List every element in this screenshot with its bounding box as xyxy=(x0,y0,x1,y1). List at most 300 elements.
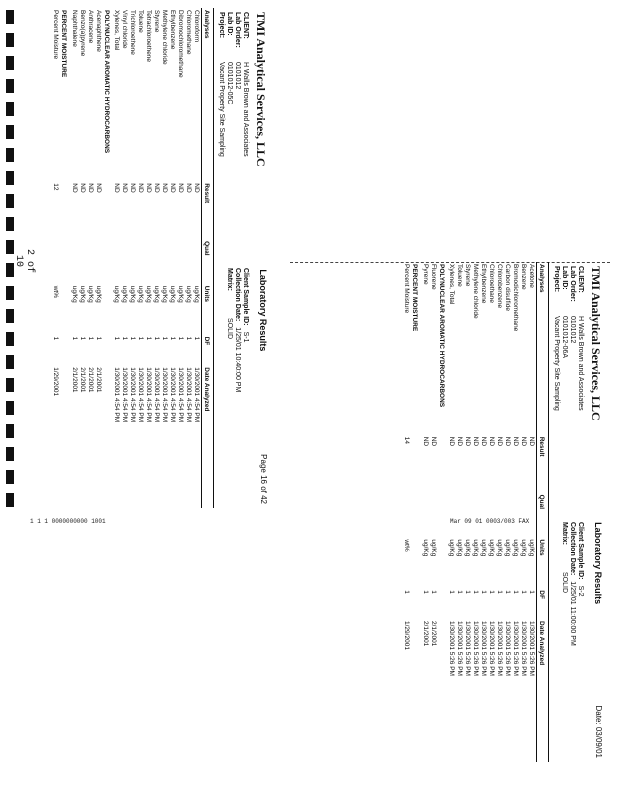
table-cell: ug/Kg xyxy=(430,539,437,557)
table-cell: 1/30/2001 5:26 PM xyxy=(496,621,504,676)
binder-mark xyxy=(6,56,14,70)
table-cell: ug/Kg xyxy=(448,539,456,557)
sample-metadata xyxy=(216,8,251,508)
table-row xyxy=(71,8,79,508)
section-heading-row xyxy=(438,262,449,762)
table-cell: ND xyxy=(504,436,512,447)
table-row xyxy=(448,262,456,762)
section-heading-row xyxy=(60,8,71,508)
table-header-row xyxy=(202,8,212,508)
table-cell: ug/Kg xyxy=(185,285,193,303)
client-sample-field xyxy=(577,522,584,758)
table-cell: ug/Kg xyxy=(512,539,520,557)
table-cell: Bromodichloromethane xyxy=(512,264,520,332)
table-cell: Benzene xyxy=(520,264,528,290)
report-panel-bottom xyxy=(365,262,605,762)
table-cell: 1 xyxy=(528,590,536,594)
table-row xyxy=(430,262,438,762)
table-cell: Xylenes, Total xyxy=(448,264,456,305)
table-cell: ND xyxy=(145,183,153,193)
binder-mark xyxy=(6,79,14,93)
table-cell: Naphthalene xyxy=(71,10,78,47)
table-cell xyxy=(520,493,528,538)
table-cell: 1 xyxy=(480,590,488,594)
table-cell: ug/Kg xyxy=(496,539,504,557)
table-cell: ug/Kg xyxy=(161,285,169,303)
table-cell: 1 xyxy=(95,336,102,341)
table-cell xyxy=(71,239,79,284)
table-cell: Xylenes, Total xyxy=(113,10,121,51)
binder-mark xyxy=(6,355,14,369)
field-value: 1/25/01 10:40:00 PM xyxy=(234,327,241,393)
table-cell: Vinyl chloride xyxy=(121,10,129,49)
table-cell: 2/1/2001 xyxy=(71,367,78,393)
lab-id-field xyxy=(561,266,568,502)
table-cell: 1 xyxy=(113,336,121,341)
table-cell: Percent Moisture xyxy=(403,264,411,314)
matrix-field xyxy=(226,268,233,504)
table-cell: 1/30/2001 4:54 PM xyxy=(113,367,121,423)
table-cell xyxy=(528,493,537,538)
field-value: H Walls Brown and Associates xyxy=(242,62,249,157)
table-row xyxy=(121,8,129,508)
table-cell: 1 xyxy=(71,336,78,341)
table-cell: 1/30/2001 5:26 PM xyxy=(480,621,488,676)
table-cell: ND xyxy=(193,183,201,193)
lab-order-field xyxy=(569,266,576,502)
field-value: SOLID xyxy=(226,318,233,340)
table-cell: Acetone xyxy=(528,264,536,288)
column-header: DF xyxy=(202,335,212,366)
field-value: 0101012 xyxy=(569,316,576,344)
table-cell: ND xyxy=(71,183,78,193)
table-cell: ug/Kg xyxy=(113,285,121,303)
table-cell: ug/Kg xyxy=(520,539,528,557)
column-header: Date Analyzed xyxy=(202,365,212,508)
table-cell: Acenaphthene xyxy=(95,10,102,52)
results-table xyxy=(52,8,211,508)
binder-mark xyxy=(6,286,14,300)
table-cell: 1 xyxy=(145,336,153,341)
table-cell: ug/Kg xyxy=(137,285,145,303)
report-header xyxy=(586,262,605,762)
table-cell: 1/30/2001 5:26 PM xyxy=(520,621,528,676)
table-cell: ug/Kg xyxy=(472,539,480,557)
table-cell: ND xyxy=(488,436,496,447)
table-cell: ND xyxy=(177,183,185,193)
table-cell: 1 xyxy=(488,590,496,594)
page-indicator: 2 of 10 xyxy=(13,248,35,273)
binder-mark xyxy=(6,309,14,323)
table-cell xyxy=(488,493,496,538)
table-cell: ND xyxy=(480,436,488,447)
column-header: Qual xyxy=(202,239,212,284)
section-title: POLYNUCLEAR AROMATIC HYDROCARBONS xyxy=(438,264,445,408)
lab-order-field xyxy=(234,12,241,248)
column-header: Date Analyzed xyxy=(537,619,547,762)
table-cell: ug/Kg xyxy=(504,539,512,557)
table-cell: ug/Kg xyxy=(169,285,177,303)
table-cell: 1/30/2001 5:26 PM xyxy=(456,621,464,676)
table-row xyxy=(87,8,95,508)
table-cell: 1 xyxy=(456,590,464,594)
binder-mark xyxy=(6,10,14,24)
table-cell: 1 xyxy=(193,336,201,341)
table-cell: 2/1/2001 xyxy=(79,367,86,393)
page-label: Date: 03/09/01 xyxy=(594,705,603,758)
table-row xyxy=(472,262,480,762)
table-cell xyxy=(472,493,480,538)
table-cell: ug/Kg xyxy=(456,539,464,557)
binder-mark xyxy=(6,378,14,392)
table-cell: 1/30/2001 5:26 PM xyxy=(504,621,512,676)
report-panel-top xyxy=(30,8,270,508)
report-title: Laboratory Results xyxy=(593,522,603,605)
table-cell: ND xyxy=(185,183,193,193)
table-cell: Toluene xyxy=(137,10,145,33)
table-cell xyxy=(480,493,488,538)
table-cell xyxy=(95,239,103,284)
table-cell xyxy=(113,239,121,284)
table-cell: ug/Kg xyxy=(193,285,201,303)
table-cell: ug/Kg xyxy=(87,285,94,303)
table-cell: Chloromethane xyxy=(185,10,193,55)
table-cell: 1 xyxy=(121,336,129,341)
table-cell xyxy=(137,239,145,284)
table-row xyxy=(79,8,87,508)
table-cell: 1/30/2001 4:54 PM xyxy=(153,367,161,423)
client-sample-field xyxy=(242,268,249,504)
table-cell: Ethylbenzene xyxy=(169,10,177,50)
table-cell xyxy=(121,239,129,284)
table-cell: 1/30/2001 5:26 PM xyxy=(528,621,536,676)
lab-id-field xyxy=(226,12,233,248)
table-cell: Styrene xyxy=(153,10,161,33)
table-cell: Methylene chloride xyxy=(472,264,480,319)
field-value: 0101012 xyxy=(234,62,241,90)
field-label: Collection Date: xyxy=(569,522,576,576)
table-cell: Benzo(a)pyrene xyxy=(79,10,86,57)
table-cell: 1 xyxy=(504,590,512,594)
table-cell: Chloroethane xyxy=(488,264,496,304)
table-cell: 1 xyxy=(448,590,456,594)
table-cell: 12 xyxy=(52,183,60,191)
table-cell: ug/Kg xyxy=(121,285,129,303)
field-label: Client Sample ID: xyxy=(577,522,584,580)
table-cell: 1/30/2001 4:54 PM xyxy=(129,367,137,423)
field-label: Matrix: xyxy=(561,522,568,545)
table-cell: 1/29/2001 xyxy=(403,621,411,650)
table-row xyxy=(504,262,512,762)
table-cell: Styrene xyxy=(464,264,472,287)
binder-mark xyxy=(6,171,14,185)
table-cell xyxy=(512,493,520,538)
table-cell: 1/30/2001 5:26 PM xyxy=(512,621,520,676)
field-label: Lab ID: xyxy=(561,266,568,290)
table-cell xyxy=(464,493,472,538)
table-row xyxy=(137,8,145,508)
binder-mark xyxy=(6,332,14,346)
table-cell: ND xyxy=(87,183,94,193)
fax-footer-left: 1 1 1 0000000000 1001 xyxy=(30,518,106,525)
field-value: S-1 xyxy=(242,331,249,343)
binder-mark xyxy=(6,493,14,507)
table-cell: ug/Kg xyxy=(480,539,488,557)
section-title: PERCENT MOISTURE xyxy=(60,10,68,78)
table-cell xyxy=(129,239,137,284)
table-cell: ug/Kg xyxy=(528,539,536,557)
table-cell: 1 xyxy=(161,336,169,341)
table-cell: 1/30/2001 5:26 PM xyxy=(448,621,456,676)
table-row xyxy=(488,262,496,762)
table-cell: ND xyxy=(464,436,472,447)
table-row xyxy=(153,8,161,508)
section-heading-row xyxy=(411,262,422,762)
table-cell: ND xyxy=(153,183,161,193)
table-row xyxy=(193,8,202,508)
section-heading-row xyxy=(103,8,114,508)
table-cell: Methylene chloride xyxy=(161,10,169,65)
project-field xyxy=(218,12,225,248)
table-cell: wt% xyxy=(52,285,60,299)
table-cell: ug/Kg xyxy=(129,285,137,303)
table-cell: 1 xyxy=(512,590,520,594)
table-cell: 1/30/2001 5:26 PM xyxy=(488,621,496,676)
section-title: POLYNUCLEAR AROMATIC HYDROCARBONS xyxy=(103,10,110,154)
table-cell: 1 xyxy=(153,336,161,341)
field-label: Matrix: xyxy=(226,268,233,291)
field-label: Lab Order: xyxy=(569,266,576,302)
table-cell: 1/30/2001 4:54 PM xyxy=(161,367,169,423)
table-cell: ND xyxy=(121,183,129,193)
table-cell: 1 xyxy=(79,336,86,341)
page-label: Page 16 of 42 xyxy=(259,454,268,504)
table-cell: Carbon disulfide xyxy=(504,264,512,311)
table-cell: ND xyxy=(129,183,137,193)
table-cell xyxy=(430,493,438,538)
table-cell: 1 xyxy=(169,336,177,341)
table-cell: 2/1/2001 xyxy=(95,367,102,393)
table-cell: ug/Kg xyxy=(71,285,78,303)
table-cell xyxy=(456,493,464,538)
table-cell: 1 xyxy=(177,336,185,341)
table-cell: ND xyxy=(520,436,528,447)
column-header: DF xyxy=(537,588,547,619)
table-cell: 1 xyxy=(185,336,193,341)
table-row xyxy=(52,8,60,508)
table-row xyxy=(464,262,472,762)
table-cell: ND xyxy=(169,183,177,193)
field-label: Project: xyxy=(218,12,225,39)
table-row xyxy=(95,8,103,508)
table-cell: 1/29/2001 xyxy=(52,367,60,397)
field-value: 0101012-06A xyxy=(561,316,568,359)
table-cell: 2/1/2001 xyxy=(422,621,429,647)
company-name: TMI Analytical Services, LLC xyxy=(589,266,603,421)
table-cell: wt% xyxy=(403,539,411,552)
header-rule xyxy=(548,262,549,762)
table-cell xyxy=(177,239,185,284)
table-cell: Fluorene xyxy=(430,264,437,290)
table-row xyxy=(177,8,185,508)
table-cell: Chlorobenzene xyxy=(496,264,504,309)
results-table xyxy=(403,262,546,762)
table-cell: Percent Moisture xyxy=(52,10,60,60)
table-cell xyxy=(87,239,95,284)
table-cell: 1 xyxy=(472,590,480,594)
table-cell: ND xyxy=(496,436,504,447)
field-value: H Walls Brown and Associates xyxy=(577,316,584,411)
table-header-row xyxy=(537,262,547,762)
table-cell: ug/Kg xyxy=(145,285,153,303)
table-cell: Trichloroethene xyxy=(129,10,137,55)
column-header: Units xyxy=(537,537,547,588)
table-cell: Tetrachloroethene xyxy=(145,10,153,63)
table-cell xyxy=(161,239,169,284)
table-cell: 1/30/2001 5:26 PM xyxy=(472,621,480,676)
table-cell: ug/Kg xyxy=(177,285,185,303)
column-header: Qual xyxy=(537,493,547,538)
field-value: S-2 xyxy=(577,585,584,597)
company-name: TMI Analytical Services, LLC xyxy=(254,12,268,167)
table-cell: 1 xyxy=(496,590,504,594)
table-cell: 1/30/2001 4:54 PM xyxy=(137,367,145,423)
field-value: Vacant Property Site Sampling xyxy=(218,62,225,157)
column-header: Result xyxy=(537,435,547,493)
field-label: Collection Date: xyxy=(234,268,241,322)
table-cell: Anthracene xyxy=(87,10,94,44)
binder-mark xyxy=(6,102,14,116)
table-cell xyxy=(79,239,87,284)
table-cell xyxy=(153,239,161,284)
table-cell: 1/30/2001 4:54 PM xyxy=(121,367,129,423)
table-row xyxy=(403,262,411,762)
table-cell: Pyrene xyxy=(422,264,429,285)
table-cell: Ethylbenzene xyxy=(480,264,488,304)
table-cell: ug/Kg xyxy=(488,539,496,557)
table-cell: 1 xyxy=(129,336,137,341)
table-cell xyxy=(52,239,60,284)
field-label: CLIENT: xyxy=(242,12,249,39)
table-cell: 14 xyxy=(403,436,411,444)
table-cell: ug/Kg xyxy=(464,539,472,557)
field-label: CLIENT: xyxy=(577,266,584,293)
table-cell xyxy=(193,239,202,284)
table-cell: ug/Kg xyxy=(422,539,429,557)
table-cell: Toluene xyxy=(456,264,464,287)
column-header: Analyses xyxy=(202,8,212,181)
report-title: Laboratory Results xyxy=(258,269,268,352)
table-cell xyxy=(504,493,512,538)
table-row xyxy=(185,8,193,508)
table-row xyxy=(129,8,137,508)
table-cell: 1/30/2001 5:26 PM xyxy=(464,621,472,676)
table-row xyxy=(480,262,488,762)
binder-mark xyxy=(6,33,14,47)
column-header: Analyses xyxy=(537,262,547,435)
table-cell: ND xyxy=(456,436,464,447)
collection-date-field xyxy=(234,268,241,504)
table-cell: 1/30/2001 4:54 PM xyxy=(193,367,201,423)
header-rule xyxy=(213,8,214,508)
table-cell: ND xyxy=(512,436,520,447)
collection-date-field xyxy=(569,522,576,758)
table-row xyxy=(456,262,464,762)
field-value: Vacant Property Site Sampling xyxy=(553,316,560,411)
table-cell: 1 xyxy=(520,590,528,594)
table-row xyxy=(512,262,520,762)
binder-mark xyxy=(6,217,14,231)
table-cell: 2/1/2001 xyxy=(430,621,437,647)
table-cell: ug/Kg xyxy=(95,285,102,303)
table-cell: Dibromochloromethane xyxy=(177,10,185,78)
field-label: Lab ID: xyxy=(226,12,233,36)
table-cell: 1 xyxy=(422,590,429,594)
table-cell: Chloroform xyxy=(193,10,201,43)
field-label: Client Sample ID: xyxy=(242,268,249,326)
table-cell xyxy=(422,493,430,538)
table-cell: 1/30/2001 4:54 PM xyxy=(185,367,193,423)
field-value: 1/25/01 11:00:00 PM xyxy=(569,581,576,646)
table-cell: ND xyxy=(79,183,86,193)
column-header: Result xyxy=(202,181,212,239)
table-cell: 1 xyxy=(403,590,411,594)
table-cell: ND xyxy=(430,436,437,447)
table-cell: 1 xyxy=(87,336,94,341)
table-row xyxy=(145,8,153,508)
client-field xyxy=(242,12,249,248)
table-cell: ND xyxy=(137,183,145,193)
table-cell: 1/30/2001 4:54 PM xyxy=(145,367,153,423)
project-field xyxy=(553,266,560,502)
table-cell: 2/1/2001 xyxy=(87,367,94,393)
table-cell: ug/Kg xyxy=(79,285,86,303)
table-cell: ug/Kg xyxy=(153,285,161,303)
table-cell: 1 xyxy=(430,590,437,594)
field-value: SOLID xyxy=(561,572,568,594)
table-cell: 1/30/2001 4:54 PM xyxy=(169,367,177,423)
table-cell: 1 xyxy=(464,590,472,594)
table-cell: ND xyxy=(95,183,102,193)
table-row xyxy=(496,262,504,762)
binder-mark xyxy=(6,125,14,139)
table-cell: 1/30/2001 4:54 PM xyxy=(177,367,185,423)
table-row xyxy=(520,262,528,762)
field-value: 0101012-05C xyxy=(226,62,233,105)
sample-metadata xyxy=(551,262,586,762)
table-cell: ND xyxy=(161,183,169,193)
matrix-field xyxy=(561,522,568,758)
client-field xyxy=(577,266,584,502)
fax-footer-right: Mar 09 01 0003/003 FAX xyxy=(450,518,530,525)
table-cell xyxy=(496,493,504,538)
section-title: PERCENT MOISTURE xyxy=(411,264,419,332)
table-cell xyxy=(169,239,177,284)
table-cell xyxy=(145,239,153,284)
table-row xyxy=(161,8,169,508)
table-cell: ND xyxy=(113,183,121,193)
table-cell: ND xyxy=(472,436,480,447)
column-header: Units xyxy=(202,284,212,335)
table-cell: ND xyxy=(448,436,456,447)
report-header xyxy=(251,8,270,508)
table-cell xyxy=(403,493,411,538)
table-row xyxy=(169,8,177,508)
table-cell: 1 xyxy=(52,336,60,341)
binder-mark xyxy=(6,424,14,438)
field-label: Project: xyxy=(553,266,560,293)
table-row xyxy=(528,262,537,762)
